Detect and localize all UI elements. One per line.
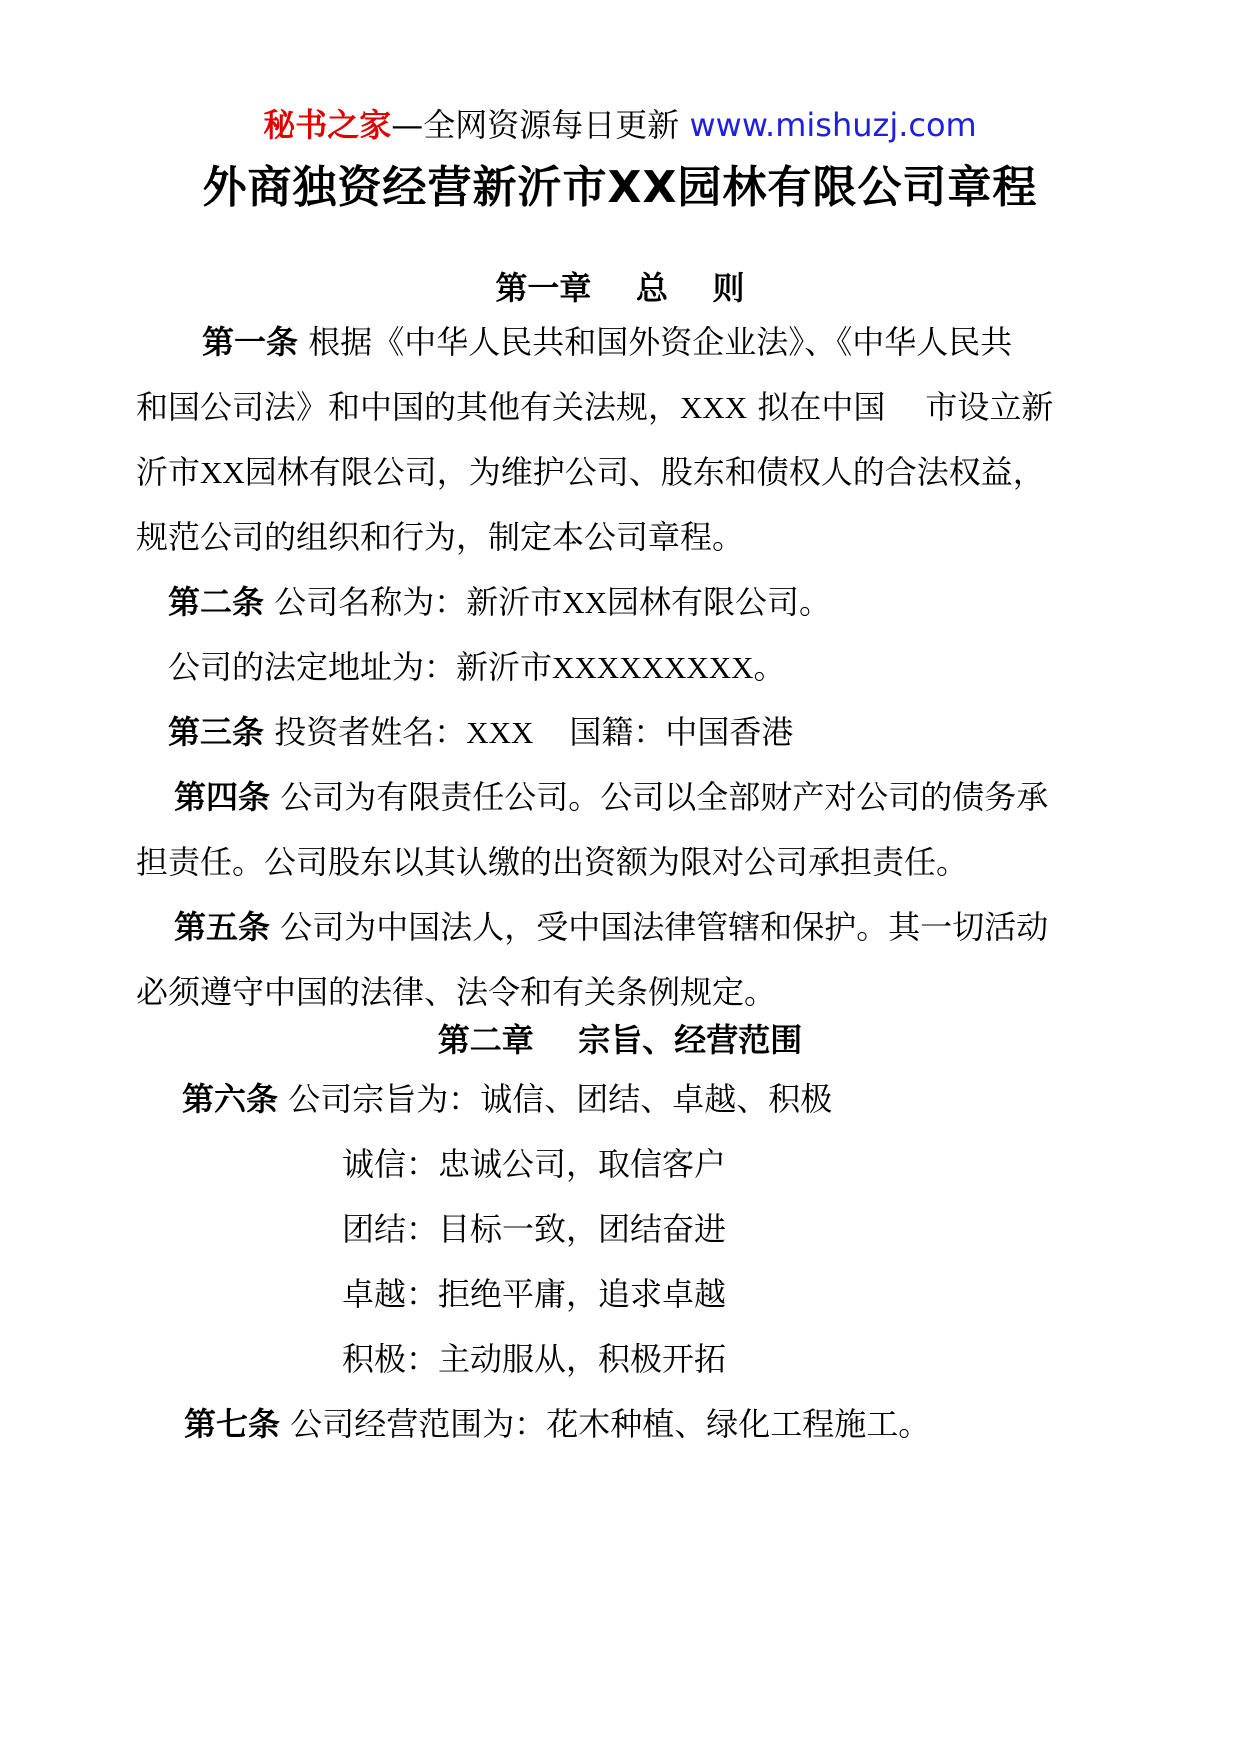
article-4-line-2: 担责任。公司股东以其认缴的出资额为限对公司承担责任。 — [136, 843, 969, 881]
chapter-2-heading: 第二章 宗旨、经营范围 — [437, 1021, 803, 1059]
article-5-label: 第五条 — [174, 908, 271, 946]
chapter-1-body — [136, 310, 1116, 1025]
article-6-label: 第六条 — [182, 1080, 279, 1118]
article-3: 第三条 投资者姓名：XXX 国籍：中国香港 — [168, 713, 794, 751]
site-url-link[interactable]: www.mishuzj.com — [689, 106, 977, 144]
document-title: 外商独资经营新沂市XX园林有限公司章程 — [202, 162, 1038, 213]
article-4-line-1: 第四条 公司为有限责任公司。公司以全部财产对公司的债务承 — [174, 778, 1049, 816]
site-header — [0, 105, 1240, 145]
article-6: 第六条 公司宗旨为：诚信、团结、卓越、积极 — [182, 1080, 833, 1118]
article-1-label: 第一条 — [202, 323, 299, 361]
principle-item: 积极：主动服从，积极开拓 — [342, 1340, 727, 1378]
header-tagline: —全网资源每日更新 — [391, 106, 680, 144]
chapter-2-body — [136, 1067, 1116, 1457]
article-5-line-1: 第五条 公司为中国法人，受中国法律管辖和保护。其一切活动 — [174, 908, 1049, 946]
article-4-label: 第四条 — [174, 778, 271, 816]
article-2: 第二条 公司名称为：新沂市XX园林有限公司。 — [168, 583, 831, 621]
article-1-line-4: 规范公司的组织和行为，制定本公司章程。 — [136, 518, 745, 556]
article-7-label: 第七条 — [184, 1405, 281, 1443]
brand-name: 秘书之家 — [263, 106, 392, 144]
article-2-label: 第二条 — [168, 583, 265, 621]
company-address: 公司的法定地址为：新沂市XXXXXXXXX。 — [168, 648, 786, 686]
article-5-line-2: 必须遵守中国的法律、法令和有关条例规定。 — [136, 973, 777, 1011]
principle-item: 诚信：忠诚公司，取信客户 — [342, 1145, 727, 1183]
chapter-1-heading: 第一章 总 则 — [495, 269, 745, 307]
article-1-line-1: 第一条 根据《中华人民共和国外资企业法》、《中华人民共 — [202, 323, 1013, 361]
principle-item: 卓越：拒绝平庸，追求卓越 — [342, 1275, 727, 1313]
article-7: 第七条 公司经营范围为：花木种植、绿化工程施工。 — [184, 1405, 931, 1443]
article-3-label: 第三条 — [168, 713, 265, 751]
article-1-line-2: 和国公司法》和中国的其他有关法规，XXX 拟在中国 市设立新 — [136, 388, 1054, 426]
principle-item: 团结：目标一致，团结奋进 — [342, 1210, 727, 1248]
article-1-line-3: 沂市XX园林有限公司，为维护公司、股东和债权人的合法权益， — [136, 453, 1045, 491]
